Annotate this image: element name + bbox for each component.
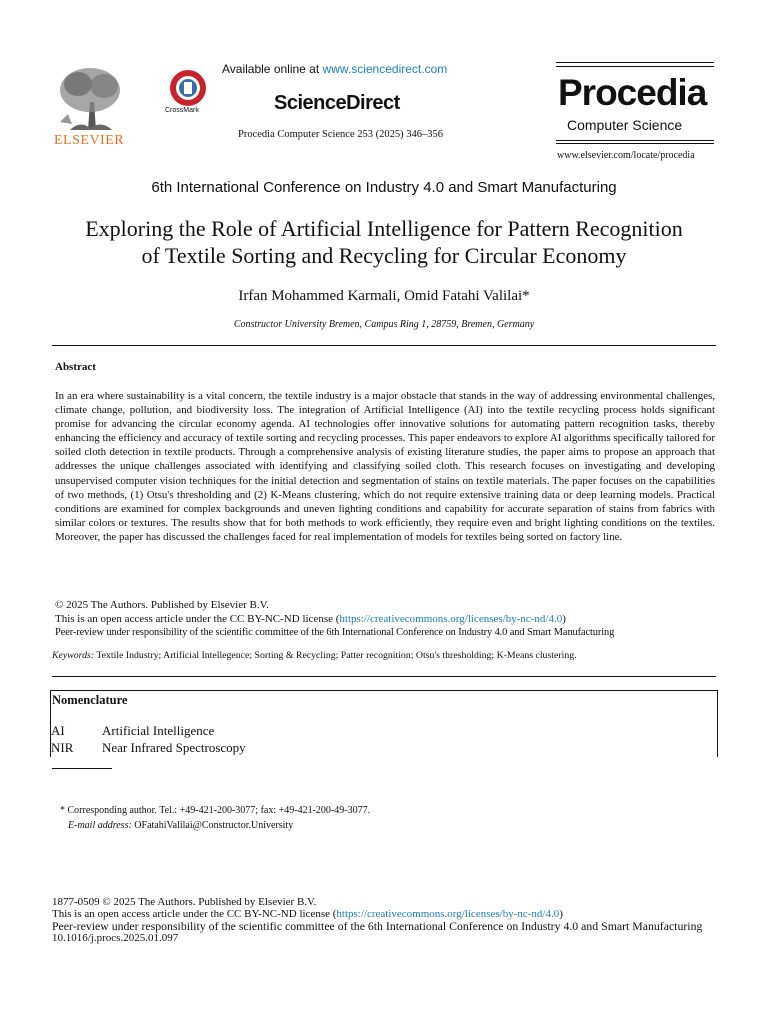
journal-homepage-url[interactable]: www.elsevier.com/locate/procedia bbox=[557, 150, 695, 161]
keywords-label: Keywords: bbox=[52, 650, 95, 661]
bottom-license-link[interactable]: https://creativecommons.org/licenses/by-nc-nd/4.0 bbox=[336, 908, 560, 920]
doi[interactable]: 10.1016/j.procs.2025.01.097 bbox=[52, 932, 179, 944]
nomenclature-row bbox=[51, 740, 246, 756]
nomenclature-abbr: AI bbox=[51, 723, 65, 738]
copyright-line: © 2025 The Authors. Published by Elsevier B.V. bbox=[55, 599, 269, 611]
email-address[interactable]: OFatahiValilai@Constructor.University bbox=[131, 820, 294, 831]
available-prefix: Available online at bbox=[222, 62, 323, 76]
divider bbox=[52, 676, 716, 677]
procedia-subtitle: Computer Science bbox=[567, 117, 683, 133]
nomenclature-abbr: NIR bbox=[51, 740, 74, 755]
conference-title: 6th International Conference on Industry 4.0 and Smart Manufacturing bbox=[151, 179, 617, 196]
affiliation: Constructor University Bremen, Campus Ring 1, 28759, Bremen, Germany bbox=[233, 319, 535, 330]
bottom-license-suffix: ) bbox=[559, 908, 563, 920]
procedia-wordmark: Procedia bbox=[558, 72, 707, 113]
nomenclature-meaning: Near Infrared Spectroscopy bbox=[102, 740, 246, 755]
license-line bbox=[55, 612, 717, 626]
journal-citation: Procedia Computer Science 253 (2025) 346–356 bbox=[238, 129, 443, 140]
email-label: E-mail address: bbox=[68, 820, 132, 831]
nomenclature-row bbox=[51, 723, 214, 739]
divider bbox=[52, 345, 716, 346]
footnote-divider bbox=[52, 768, 112, 769]
footnote bbox=[60, 803, 370, 833]
publication-info bbox=[52, 896, 716, 944]
keywords bbox=[52, 650, 577, 661]
sciencedirect-wordmark: ScienceDirect bbox=[274, 92, 400, 114]
keywords-text: Textile Industry; Artificial Intellegence; Sorting & Recycling; Patter recognition; Otsu's thresholding; K-Means clustering. bbox=[94, 650, 577, 661]
authors: Irfan Mohammed Karmali, Omid Fatahi Valilai* bbox=[238, 288, 530, 304]
corresponding-author: * Corresponding author. Tel.: +49-421-200-3077; fax: +49-421-200-49-3077. bbox=[60, 805, 371, 816]
license-prefix: This is an open access article under the CC BY-NC-ND license ( bbox=[55, 613, 340, 625]
elsevier-wordmark: ELSEVIER bbox=[54, 133, 125, 148]
peer-review-line: Peer-review under responsibility of the scientific committee of the 6th International Conference on Industry 4.0 and Smart Manufacturing bbox=[55, 627, 615, 638]
paper-title-line-2: of Textile Sorting and Recycling for Circular Economy bbox=[141, 243, 627, 268]
paper-title bbox=[40, 215, 728, 269]
issn-line: 1877-0509 © 2025 The Authors. Published by Elsevier B.V. bbox=[52, 896, 317, 908]
bottom-peer-review: Peer-review under responsibility of the scientific committee of the 6th International Conference on Industry 4.0 and Smart Manufacturing bbox=[52, 919, 703, 933]
abstract-text: In an era where sustainability is a vital concern, the textile industry is a major obstacle that stands in the way of addressing environmental challenges, climate change, pollution, and biodiversity loss. The integration of Artificial Intelligence (AI) into the textile recycling process holds significant promise for advancing the circular economy agenda. AI technologies offer innovative solutions for automating pattern recognition tasks, thereby enhancing the efficiency and accuracy of textile sorting and recycling processes. This paper endeavors to explore AI algorithms specifically tailored for soiled cloth detection in textile products. Through a comprehensive analysis of existing literature studies, the paper aims to propose an approach that addresses the unique challenges associated with identifying and classifying soiled cloth. This research focuses on investigating and developing unsupervised computer vision techniques for the initial detection and segmentation of stains on textile materials. The paper focuses on the capabilities of two methods, (1) Otsu's thresholding and (2) K-Means clustering, which do not require extensive training data or deep learning models. Practical conditions are examined for complex backgrounds and uneven lighting conditions and capability for accurate separation of stains from fabrics with similar colors or textures. The results show that for both methods to work efficiently, they require even and bright lighting conditions on the textiles. Moreover, the paper has discussed the challenges faced for real implementation of models for textiles being sorted on factory line. bbox=[55, 390, 715, 543]
nomenclature-heading: Nomenclature bbox=[52, 693, 128, 707]
abstract-heading: Abstract bbox=[55, 361, 96, 373]
bottom-license-prefix: This is an open access article under the CC BY-NC-ND license ( bbox=[52, 908, 337, 920]
license-suffix: ) bbox=[562, 613, 566, 625]
email-line bbox=[60, 818, 370, 833]
license-link[interactable]: https://creativecommons.org/licenses/by-nc-nd/4.0 bbox=[339, 613, 563, 625]
paper-title-line-1: Exploring the Role of Artificial Intelligence for Pattern Recognition bbox=[85, 216, 683, 241]
sciencedirect-link[interactable]: www.sciencedirect.com bbox=[322, 62, 448, 76]
nomenclature-meaning: Artificial Intelligence bbox=[102, 723, 215, 738]
available-online bbox=[222, 62, 447, 76]
copyright-block bbox=[55, 598, 717, 640]
crossmark-label: CrossMark bbox=[165, 107, 199, 114]
